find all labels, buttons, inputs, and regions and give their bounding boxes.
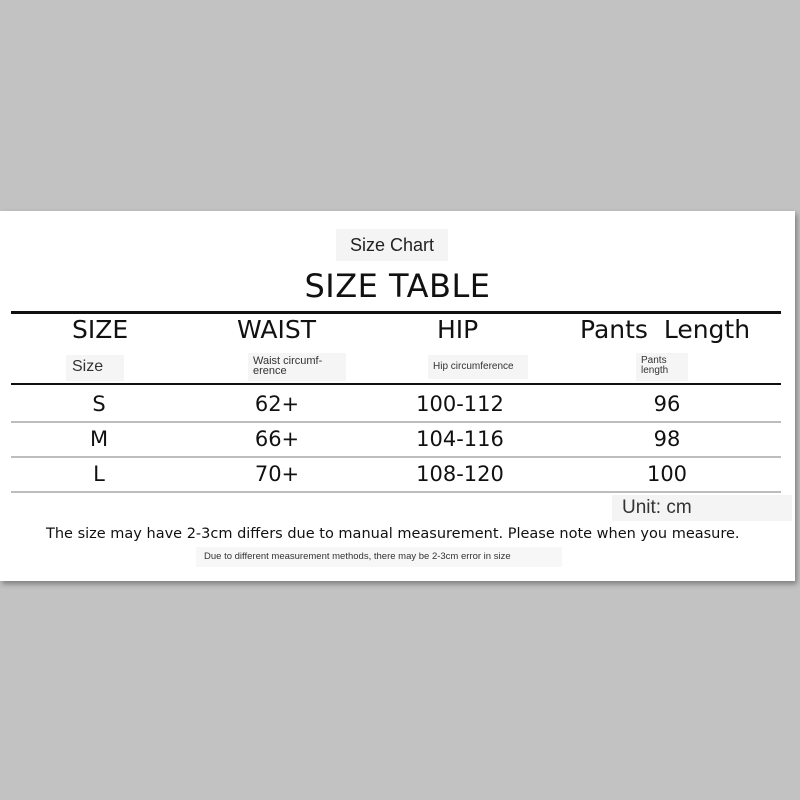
chart-subtitle: Size Chart [336,229,448,261]
subheader-length-line1: Pants [641,355,667,366]
subheader-waist-line1: Waist circumf- [253,355,323,367]
subheader-waist-line2: erence [253,365,287,377]
row-divider [11,456,781,458]
header-hip: HIP [437,315,479,344]
row-l-length: 100 [646,462,688,486]
measurement-note: The size may have 2-3cm differs due to manual measurement. Please note when you measure. [46,526,740,542]
row-l-size: L [93,462,105,486]
unit-label: Unit: cm [612,495,792,521]
row-m-size: M [89,427,109,451]
subheader-hip: Hip circumference [433,361,514,372]
row-divider [11,421,781,423]
header-rule [11,383,781,385]
subheader-size: Size [72,358,104,375]
header-waist: WAIST [237,315,316,344]
subheader-length [641,356,668,376]
row-l-waist: 70+ [254,462,300,486]
subheader-length-line2: length [641,365,669,376]
measurement-note-small: Due to different measurement methods, there may be 2-3cm error in size [204,551,511,562]
row-s-size: S [92,392,106,416]
table-title: SIZE TABLE [304,267,491,305]
row-s-hip: 100-112 [416,392,504,416]
row-s-length: 96 [653,392,681,416]
header-size: SIZE [72,315,129,344]
size-chart-card [0,211,795,581]
row-m-hip: 104-116 [416,427,504,451]
top-rule [11,311,781,314]
row-m-waist: 66+ [254,427,300,451]
header-pants-length: Pants Length [580,315,751,344]
row-m-length: 98 [653,427,681,451]
row-l-hip: 108-120 [416,462,504,486]
bottom-rule [11,491,781,493]
row-s-waist: 62+ [254,392,300,416]
subheader-waist [253,356,322,376]
